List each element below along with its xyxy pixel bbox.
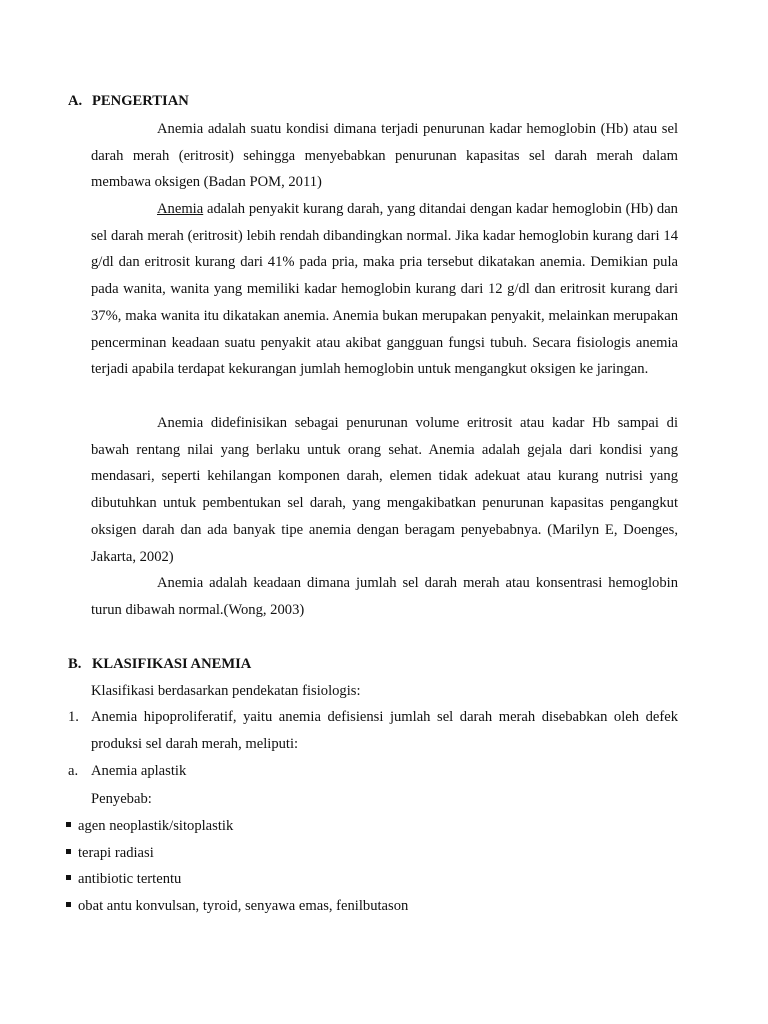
list-item-a-marker: a. (68, 763, 79, 779)
section-b-heading (68, 656, 251, 673)
bullet-text: terapi radiasi (78, 845, 154, 861)
bullet-text: obat antu konvulsan, tyroid, senyawa emas, fenilbutason (78, 898, 409, 914)
bullet-square-icon (66, 849, 71, 854)
section-a-heading (68, 93, 189, 110)
paragraph-2-body: adalah penyakit kurang darah, yang ditandai dengan kadar hemoglobin (Hb) dan sel darah merah (eritrosit) lebih rendah dibandingkan normal. Jika kadar hemoglobin kurang dari 14 g/dl dan eritrosit kurang dari 41% pada pria, maka pria tersebut dikatakan anemia. Demikian pula pada wanita, wanita yang memiliki kadar hemoglobin kurang dari 12 g/dl dan eritrosit kurang dari 37%, maka wanita itu dikatakan anemia. Anemia bukan merupakan penyakit, melainkan merupakan pencerminan keadaan suatu penyakit atau akibat gangguan fungsi tubuh. Secara fisiologis anemia terjadi apabila terdapat kekurangan jumlah hemoglobin untuk mengangkut oksigen ke jaringan. (91, 201, 678, 378)
paragraph-3: Anemia didefinisikan sebagai penurunan volume eritrosit atau kadar Hb sampai di bawah rentang nilai yang berlaku untuk orang sehat. Anemia adalah gejala dari kondisi yang mendasari, seperti kehilangan komponen darah, elemen tidak adekuat atau kurang nutrisi yang dibutuhkan untuk pembentukan sel darah, yang mengakibatkan penurunan kapasitas pengangkut oksigen darah dan ada banyak tipe anemia dengan beragam penyebabnya. (Marilyn E, Doenges, Jakarta, 2002) (91, 415, 678, 565)
cause-label: Penyebab: (91, 791, 152, 807)
paragraph-2 (91, 196, 678, 383)
underlined-word: Anemia (157, 201, 204, 217)
classification-intro: Klasifikasi berdasarkan pendekatan fisiologis: (91, 683, 361, 699)
bullet-square-icon (66, 902, 71, 907)
section-b-number: B. (68, 656, 82, 672)
section-a-number: A. (68, 93, 83, 109)
bullet-square-icon (66, 875, 71, 880)
bullet-item (66, 816, 233, 836)
bullet-text: agen neoplastik/sitoplastik (78, 818, 234, 834)
list-item-1-text: Anemia hipoproliferatif, yaitu anemia defisiensi jumlah sel darah merah disebabkan oleh defek produksi sel darah merah, meliputi: (91, 709, 678, 752)
list-item-1 (68, 704, 678, 757)
list-item-a-text: Anemia aplastik (91, 763, 187, 779)
bullet-item (66, 843, 154, 863)
bullet-item (66, 896, 408, 916)
bullet-item (66, 869, 181, 889)
list-item-1-marker: 1. (68, 709, 79, 725)
bullet-text: antibiotic tertentu (78, 871, 182, 887)
paragraph-1: Anemia adalah suatu kondisi dimana terjadi penurunan kadar hemoglobin (Hb) atau sel darah merah (eritrosit) sehingga menyebabkan penurunan kapasitas sel darah merah dalam membawa oksigen (Badan POM, 2011) (91, 121, 678, 191)
list-item-a (68, 758, 678, 785)
paragraph-4: Anemia adalah keadaan dimana jumlah sel darah merah atau konsentrasi hemoglobin turun dibawah normal.(Wong, 2003) (91, 575, 678, 618)
section-b-title: KLASIFIKASI ANEMIA (92, 656, 252, 672)
section-a-title: PENGERTIAN (92, 93, 189, 109)
bullet-square-icon (66, 822, 71, 827)
